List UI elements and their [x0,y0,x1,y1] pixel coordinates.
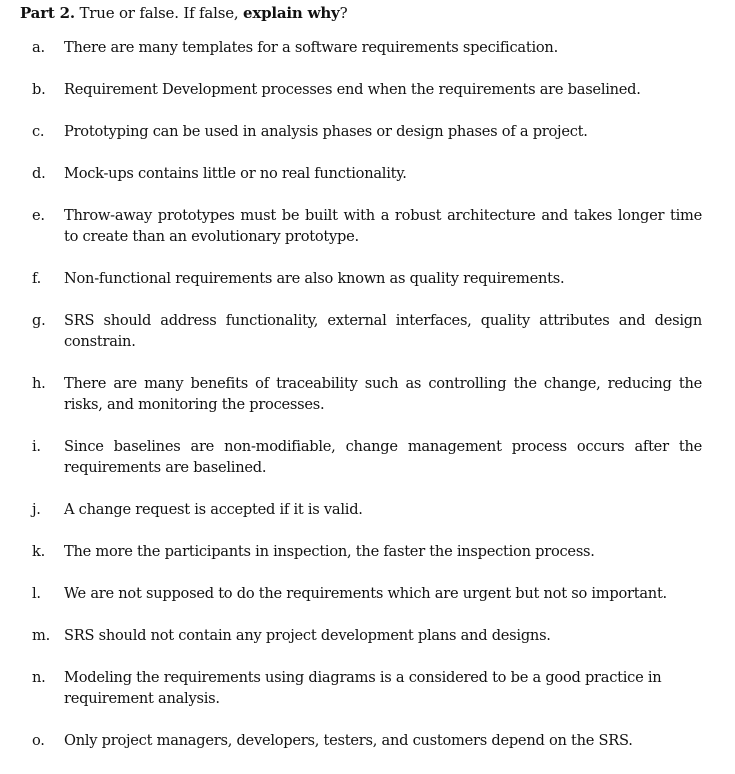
item-letter: h. [32,375,46,392]
item-letter: i. [32,438,41,455]
question-item-m [20,625,702,646]
item-letter: n. [32,669,46,686]
item-text: SRS should not contain any project development plans and designs. [64,627,551,644]
item-letter: f. [32,270,42,287]
item-letter: a. [32,39,45,56]
question-list [20,37,715,751]
item-letter: e. [32,207,45,224]
question-item-k [20,541,702,562]
question-item-a [20,37,702,58]
item-letter: d. [32,165,46,182]
question-item-j [20,499,702,520]
item-text: Requirement Development processes end when the requirements are baselined. [64,81,641,98]
item-text: The more the participants in inspection, the faster the inspection process. [64,543,595,560]
item-text: Modeling the requirements using diagrams is a considered to be a good practice in requirement analysis. [64,669,662,707]
part-label: Part 2. [20,4,75,22]
item-letter: b. [32,81,46,98]
question-item-d [20,163,702,184]
item-text: Since baselines are non-modifiable, change management process occurs after the requirements are baselined. [64,438,702,476]
item-letter: l. [32,585,41,602]
item-text: There are many templates for a software requirements specification. [64,39,558,56]
item-letter: m. [32,627,50,644]
part-heading [20,4,715,22]
item-text: SRS should address functionality, external interfaces, quality attributes and design constrain. [64,312,702,350]
question-item-i [20,436,702,478]
item-text: We are not supposed to do the requirements which are urgent but not so important. [64,585,667,602]
question-item-c [20,121,702,142]
question-item-f [20,268,702,289]
question-item-l [20,583,702,604]
instruction-bold: explain why [243,4,340,22]
item-text: Mock-ups contains little or no real functionality. [64,165,407,182]
item-text: Throw-away prototypes must be built with a robust architecture and takes longer time to create than an evolutionary prototype. [64,207,702,245]
question-item-h [20,373,702,415]
item-text: A change request is accepted if it is valid. [64,501,363,518]
item-text: Prototyping can be used in analysis phases or design phases of a project. [64,123,588,140]
item-letter: k. [32,543,45,560]
item-text: There are many benefits of traceability such as controlling the change, reducing the risks, and monitoring the processes. [64,375,702,413]
instruction-end: ? [339,4,348,22]
item-letter: c. [32,123,45,140]
question-item-g [20,310,702,352]
question-item-o [20,730,702,751]
question-item-n [20,667,702,709]
item-letter: j. [32,501,41,518]
item-letter: g. [32,312,46,329]
item-text: Only project managers, developers, testers, and customers depend on the SRS. [64,732,633,749]
item-text: Non-functional requirements are also known as quality requirements. [64,270,565,287]
question-item-e [20,205,702,247]
item-letter: o. [32,732,45,749]
instruction-start: True or false. If false, [79,4,239,22]
question-item-b [20,79,702,100]
